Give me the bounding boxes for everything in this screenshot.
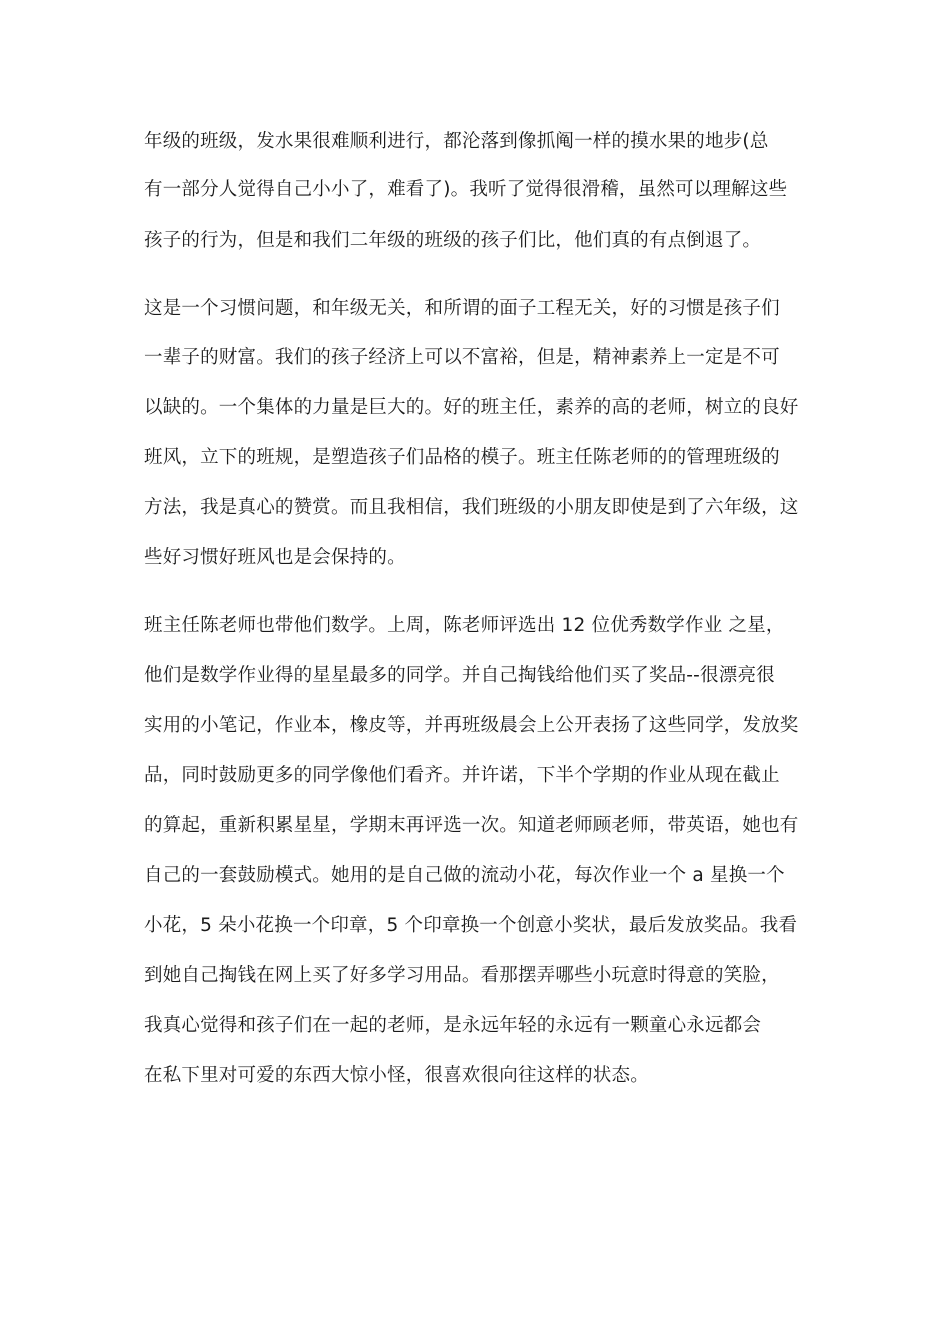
paragraph-line: 这是一个习惯问题，和年级无关，和所谓的面子工程无关，好的习惯是孩子们 xyxy=(144,298,780,319)
paragraph-line: 品，同时鼓励更多的同学像他们看齐。并许诺，下半个学期的作业从现在截止 xyxy=(144,765,780,786)
paragraph-line: 实用的小笔记，作业本，橡皮等，并再班级晨会上公开表扬了这些同学，发放奖 xyxy=(144,715,799,736)
paragraph-line: 他们是数学作业得的星星最多的同学。并自己掏钱给他们买了奖品--很漂亮很 xyxy=(144,665,775,686)
paragraph-line: 我真心觉得和孩子们在一起的老师，是永远年轻的永远有一颗童心永远都会 xyxy=(144,1015,762,1036)
paragraph-line: 孩子的行为，但是和我们二年级的班级的孩子们比，他们真的有点倒退了。 xyxy=(144,230,762,251)
paragraph-line: 有一部分人觉得自己小小了，难看了)。我听了觉得很滑稽，虽然可以理解这些 xyxy=(144,179,788,200)
paragraph-line: 方法，我是真心的赞赏。而且我相信，我们班级的小朋友即使是到了六年级，这 xyxy=(144,497,799,518)
paragraph-line: 小花，5 朵小花换一个印章，5 个印章换一个创意小奖状，最后发放奖品。我看 xyxy=(144,915,798,936)
paragraph-line: 班主任陈老师也带他们数学。上周，陈老师评选出 12 位优秀数学作业 之星， xyxy=(144,615,785,636)
paragraph-line: 自己的一套鼓励模式。她用的是自己做的流动小花，每次作业一个 a 星换一个 xyxy=(144,865,785,886)
paragraph-line: 到她自己掏钱在网上买了好多学习用品。看那摆弄哪些小玩意时得意的笑脸， xyxy=(144,965,780,986)
paragraph-line: 年级的班级，发水果很难顺利进行，都沦落到像抓阄一样的摸水果的地步(总 xyxy=(144,131,769,152)
paragraph-line: 在私下里对可爱的东西大惊小怪，很喜欢很向往这样的状态。 xyxy=(144,1065,649,1086)
paragraph-line: 一辈子的财富。我们的孩子经济上可以不富裕，但是，精神素养上一定是不可 xyxy=(144,347,780,368)
paragraph-line: 些好习惯好班风也是会保持的。 xyxy=(144,547,406,568)
paragraph-line: 的算起，重新积累星星，学期末再评选一次。知道老师顾老师，带英语，她也有 xyxy=(144,815,799,836)
paragraph-line: 以缺的。一个集体的力量是巨大的。好的班主任，素养的高的老师，树立的良好 xyxy=(144,397,799,418)
paragraph-line: 班风，立下的班规，是塑造孩子们品格的模子。班主任陈老师的的管理班级的 xyxy=(144,447,780,468)
